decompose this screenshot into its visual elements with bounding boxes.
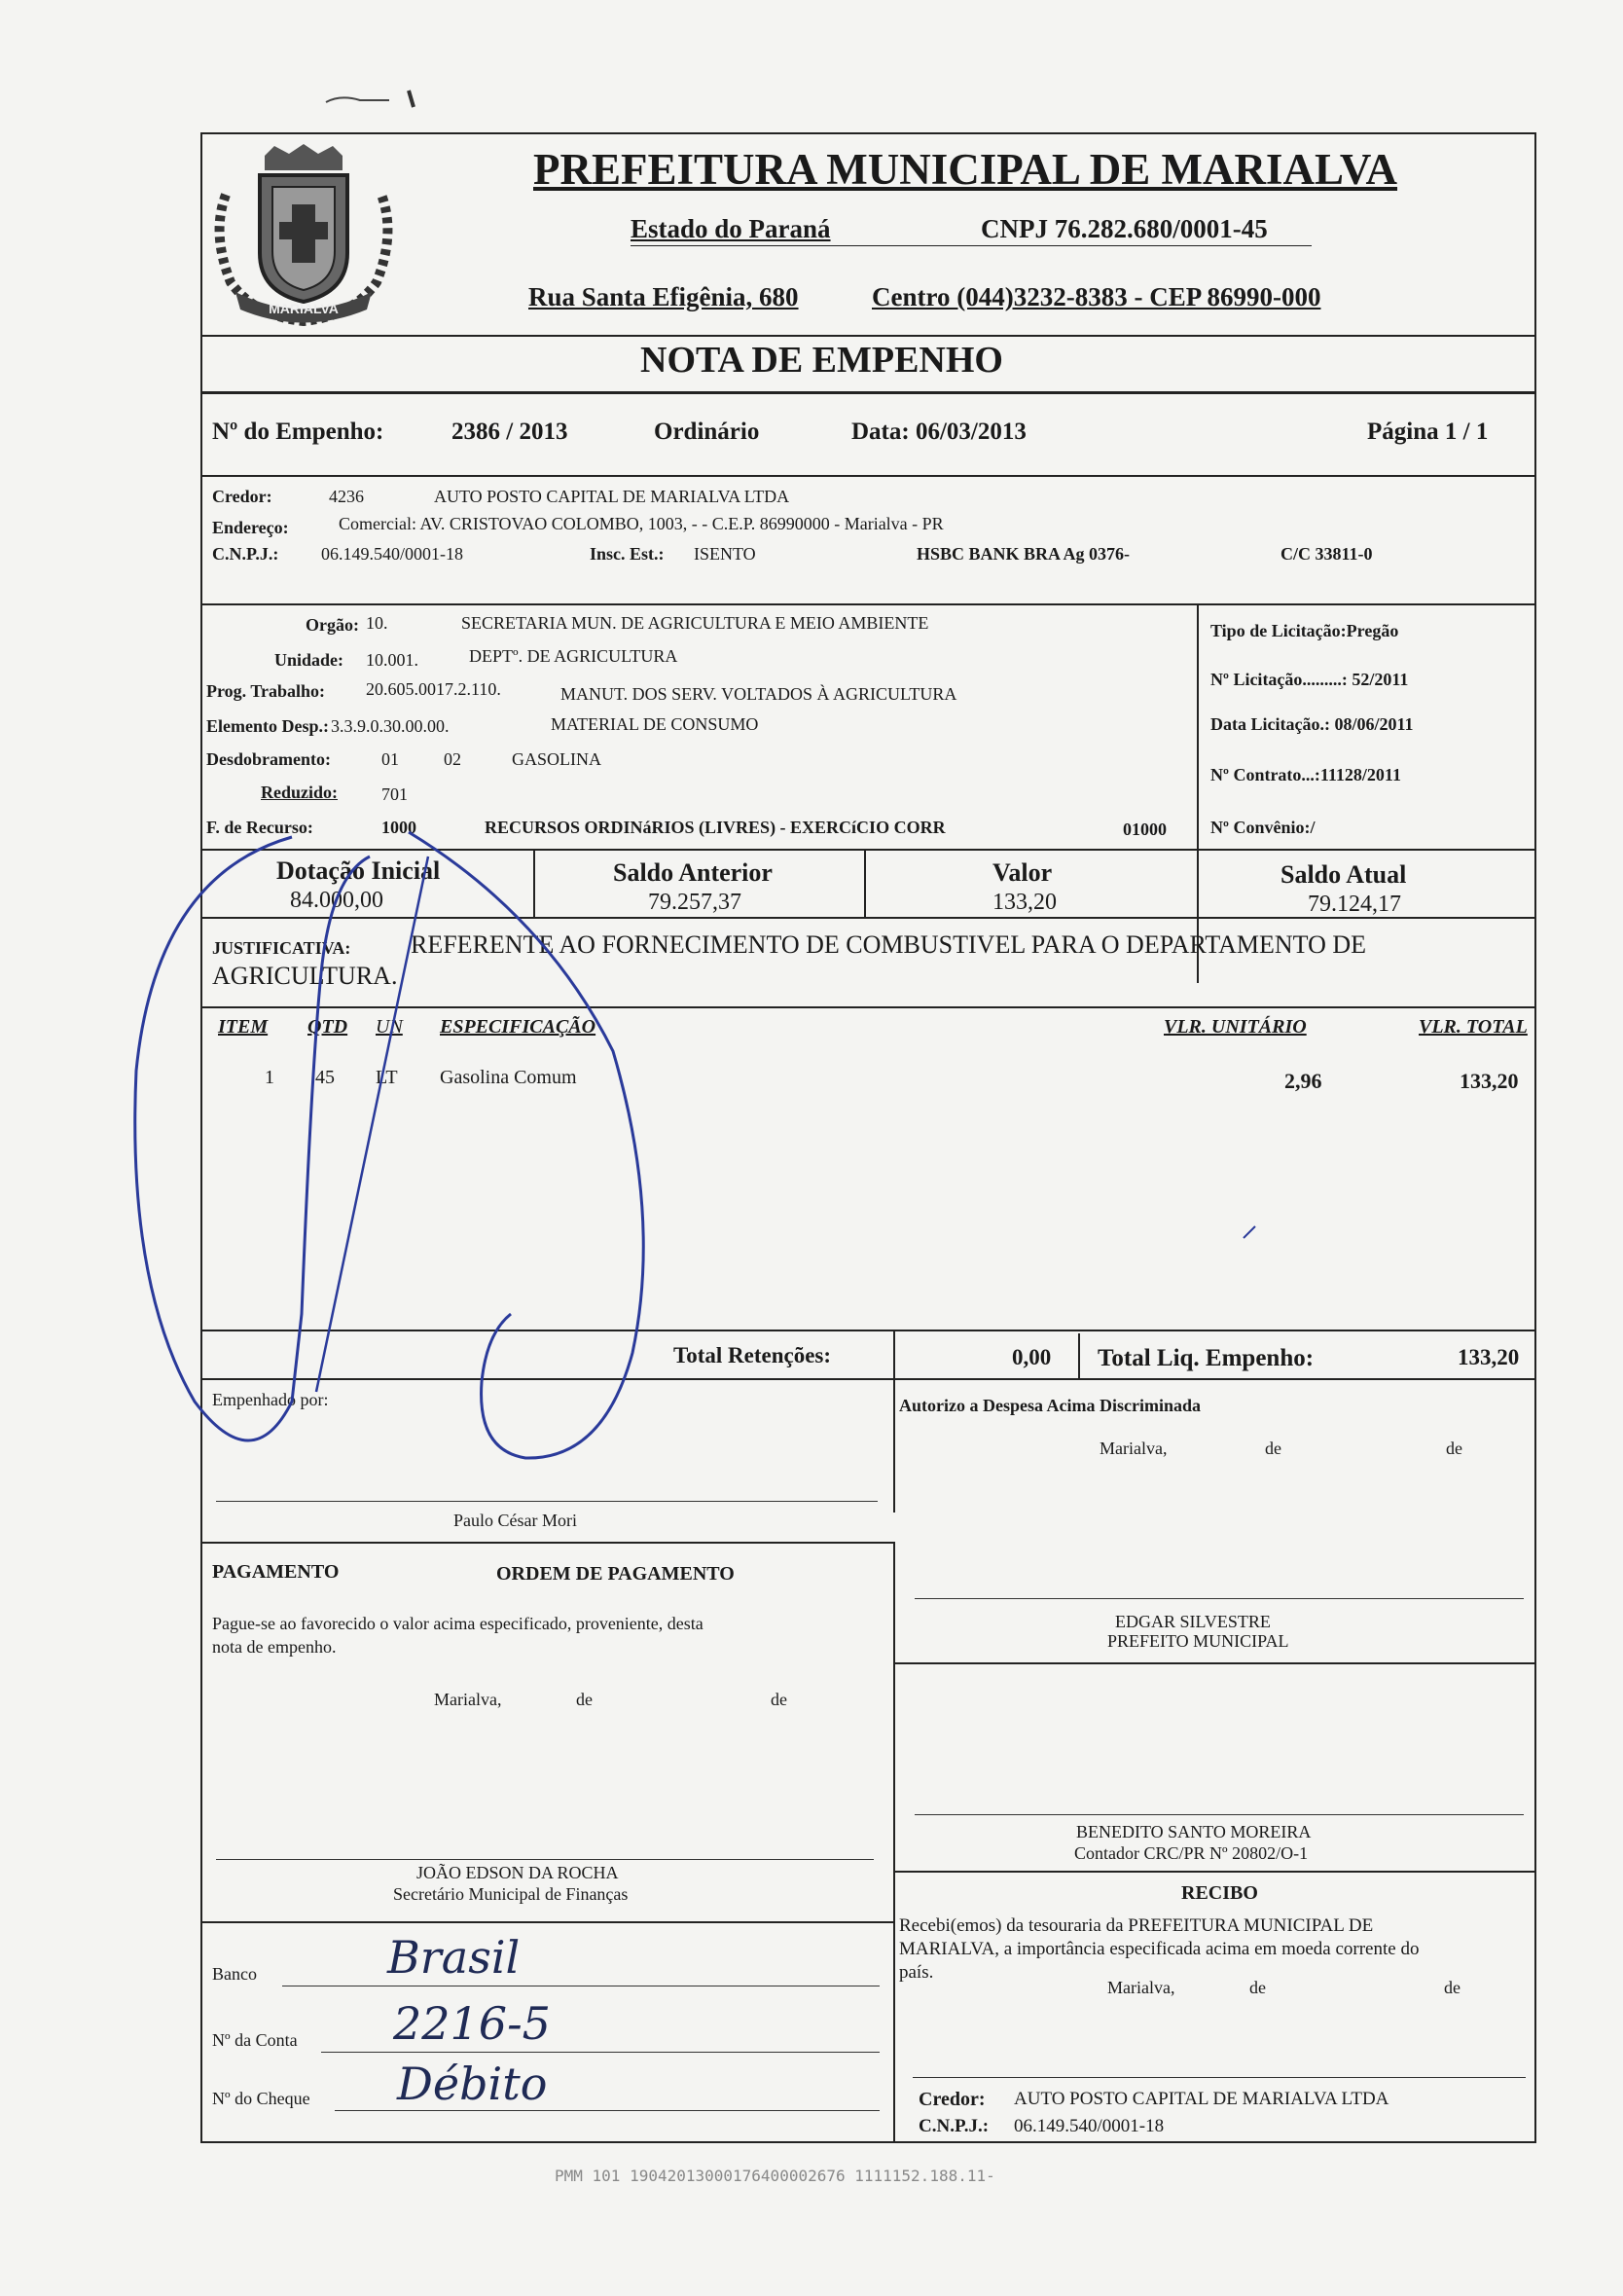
pague-date-de-2: de bbox=[771, 1690, 787, 1709]
retencoes-label: Total Retenções: bbox=[673, 1343, 832, 1367]
prefeito-signature-line bbox=[915, 1598, 1524, 1599]
licitacao-data: Data Licitação.: 08/06/2011 bbox=[1210, 714, 1414, 734]
orgao-name: SECRETARIA MUN. DE AGRICULTURA E MEIO AMBIENTE bbox=[461, 613, 929, 633]
header-divider bbox=[202, 335, 1534, 337]
licitacao-numero: Nº Licitação.........: 52/2011 bbox=[1210, 670, 1409, 689]
unidade-code: 10.001. bbox=[366, 650, 418, 670]
insc-label: Insc. Est.: bbox=[590, 544, 665, 564]
recibo-signature-line bbox=[913, 2077, 1526, 2078]
recibo-text-1: Recebi(emos) da tesouraria da PREFEITURA MUNICIPAL DE bbox=[899, 1915, 1374, 1936]
empenho-label: Nº do Empenho: bbox=[212, 419, 384, 445]
credor-bank: HSBC BANK BRA Ag 0376- bbox=[917, 544, 1131, 564]
prefeitura-title: PREFEITURA MUNICIPAL DE MARIALVA bbox=[533, 145, 1398, 194]
cnpj-underline bbox=[981, 245, 1312, 246]
reduzido-value: 701 bbox=[381, 784, 408, 804]
pague-text-1: Pague-se ao favorecido o valor acima especificado, proveniente, desta bbox=[212, 1614, 703, 1633]
pague-date-de-1: de bbox=[576, 1690, 593, 1709]
secretario-name: JOÃO EDSON DA ROCHA bbox=[416, 1863, 619, 1882]
liq-label: Total Liq. Empenho: bbox=[1098, 1345, 1315, 1371]
licitacao-contrato: Nº Contrato...:11128/2011 bbox=[1210, 765, 1401, 784]
pague-date-city: Marialva, bbox=[434, 1690, 502, 1709]
saldo-sep-1 bbox=[533, 849, 535, 917]
recibo-text-2: MARIALVA, a importância especificada acima em moeda corrente do bbox=[899, 1939, 1420, 1959]
credor-label: Credor: bbox=[212, 487, 272, 506]
endereco-label: Endereço: bbox=[212, 518, 289, 537]
unidade-name: DEPTº. DE AGRICULTURA bbox=[469, 646, 678, 666]
recibo-label: RECIBO bbox=[1181, 1882, 1258, 1904]
title-divider bbox=[202, 391, 1534, 394]
desdobramento-a: 01 bbox=[381, 749, 399, 769]
licitacao-convenio: Nº Convênio:/ bbox=[1210, 818, 1316, 837]
recibo-credor-label: Credor: bbox=[919, 2089, 986, 2110]
col-unit: VLR. UNITÁRIO bbox=[1164, 1016, 1307, 1038]
conta-line bbox=[321, 2052, 880, 2053]
pague-text-2: nota de empenho. bbox=[212, 1637, 337, 1657]
row-item: 1 bbox=[265, 1067, 274, 1088]
secretario-title: Secretário Municipal de Finanças bbox=[393, 1884, 629, 1904]
prefeitura-district-phone: Centro (044)3232-8383 - CEP 86990-000 bbox=[872, 282, 1321, 311]
empenho-date: Data: 06/03/2013 bbox=[851, 419, 1027, 445]
col-un: UN bbox=[376, 1016, 403, 1038]
elemento-code: 3.3.9.0.30.00.00. bbox=[331, 716, 450, 736]
saldo-atual-value: 79.124,17 bbox=[1308, 892, 1401, 917]
justificativa-label: JUSTIFICATIVA: bbox=[212, 938, 351, 958]
conta-handwritten: 2216-5 bbox=[393, 1997, 551, 2050]
conta-label: Nº da Conta bbox=[212, 2030, 298, 2050]
elemento-label: Elemento Desp.: bbox=[206, 716, 329, 736]
autorizo-date-de-2: de bbox=[1446, 1439, 1462, 1458]
items-divider bbox=[202, 1330, 1534, 1331]
contador-name: BENEDITO SANTO MOREIRA bbox=[1076, 1822, 1312, 1841]
row-un: LT bbox=[376, 1067, 398, 1088]
contador-divider bbox=[893, 1871, 1534, 1873]
prefeitura-address: Rua Santa Efigênia, 680 bbox=[528, 282, 799, 311]
valor-label: Valor bbox=[992, 858, 1053, 887]
saldo-atual-label: Saldo Atual bbox=[1280, 860, 1407, 889]
page-number: Página 1 / 1 bbox=[1367, 419, 1489, 445]
banco-handwritten: Brasil bbox=[387, 1931, 521, 1984]
recibo-date-de-2: de bbox=[1444, 1978, 1461, 1997]
empenho-type: Ordinário bbox=[654, 419, 760, 445]
empenho-divider bbox=[202, 475, 1534, 477]
empenhado-name: Paulo César Mori bbox=[453, 1511, 577, 1530]
col-spec: ESPECIFICAÇÃO bbox=[440, 1016, 596, 1038]
prefeitura-cnpj: CNPJ 76.282.680/0001-45 bbox=[981, 214, 1268, 243]
secretario-divider bbox=[202, 1921, 893, 1923]
recurso-num: 01000 bbox=[1123, 820, 1167, 839]
recibo-cnpj-label: C.N.P.J.: bbox=[919, 2116, 990, 2136]
orgao-code: 10. bbox=[366, 613, 388, 633]
dotacao-inicial-label: Dotação Inicial bbox=[276, 856, 441, 885]
saldos-divider bbox=[202, 917, 1534, 919]
credor-name: AUTO POSTO CAPITAL DE MARIALVA LTDA bbox=[434, 487, 790, 506]
prog-label: Prog. Trabalho: bbox=[206, 681, 326, 701]
recibo-cnpj: 06.149.540/0001-18 bbox=[1014, 2116, 1165, 2136]
scan-mark bbox=[321, 83, 428, 112]
unidade-label: Unidade: bbox=[274, 650, 344, 670]
liq-value: 133,20 bbox=[1458, 1345, 1520, 1369]
prefeito-name: EDGAR SILVESTRE bbox=[1115, 1612, 1271, 1631]
cheque-label: Nº do Cheque bbox=[212, 2089, 310, 2108]
dotacao-inicial-value: 84.000,00 bbox=[290, 888, 383, 913]
cheque-line bbox=[335, 2110, 880, 2111]
totals-sep-2 bbox=[1078, 1333, 1080, 1378]
licitacao-tipo: Tipo de Licitação:Pregão bbox=[1210, 621, 1399, 640]
prog-name: MANUT. DOS SERV. VOLTADOS À AGRICULTURA bbox=[560, 684, 957, 704]
recurso-label: F. de Recurso: bbox=[206, 818, 313, 837]
totals-sep-1 bbox=[893, 1330, 895, 1512]
justificativa-text-2: AGRICULTURA. bbox=[212, 962, 398, 990]
justificativa-divider bbox=[202, 1006, 1534, 1008]
row-qtd: 45 bbox=[315, 1067, 335, 1088]
saldo-sep-2 bbox=[864, 849, 866, 917]
dotacao-divider bbox=[202, 849, 1534, 851]
prefeito-divider bbox=[893, 1662, 1534, 1664]
cheque-handwritten: Débito bbox=[397, 2058, 548, 2110]
licitacao-divider bbox=[1197, 603, 1199, 983]
desdobramento-name: GASOLINA bbox=[512, 749, 601, 769]
prog-code: 20.605.0017.2.110. bbox=[366, 679, 501, 699]
desdobramento-b: 02 bbox=[444, 749, 461, 769]
banco-label: Banco bbox=[212, 1964, 257, 1984]
empenho-number: 2386 / 2013 bbox=[451, 419, 568, 445]
empenhado-divider bbox=[202, 1542, 893, 1544]
ordem-pagamento-label: ORDEM DE PAGAMENTO bbox=[496, 1563, 735, 1585]
recibo-text-3: país. bbox=[899, 1962, 934, 1983]
totals-divider bbox=[202, 1378, 1534, 1380]
prefeito-title: PREFEITO MUNICIPAL bbox=[1107, 1631, 1289, 1651]
row-unit: 2,96 bbox=[1284, 1069, 1322, 1093]
nota-empenho-form bbox=[200, 132, 1536, 2143]
state-name: Estado do Paraná bbox=[631, 214, 831, 243]
footer-code: PMM 101 19042013000176400002676 1111152.188.11- bbox=[555, 2167, 995, 2185]
autorizo-text: Autorizo a Despesa Acima Discriminada bbox=[899, 1396, 1201, 1415]
credor-address: Comercial: AV. CRISTOVAO COLOMBO, 1003, - - C.E.P. 86990000 - Marialva - PR bbox=[339, 514, 944, 533]
credor-divider bbox=[202, 603, 1534, 605]
recurso-code: 1000 bbox=[381, 818, 416, 837]
pagamento-label: PAGAMENTO bbox=[212, 1561, 340, 1583]
credor-insc: ISENTO bbox=[694, 544, 756, 564]
elemento-name: MATERIAL DE CONSUMO bbox=[551, 714, 759, 734]
empenhado-label: Empenhado por: bbox=[212, 1390, 329, 1409]
reduzido-label: Reduzido: bbox=[261, 783, 339, 802]
col-item: ITEM bbox=[218, 1016, 269, 1038]
retencoes-value: 0,00 bbox=[1012, 1345, 1052, 1369]
justificativa-text-1: REFERENTE AO FORNECIMENTO DE COMBUSTIVEL PARA O DEPARTAMENTO DE bbox=[411, 930, 1367, 959]
empenhado-signature-line bbox=[216, 1501, 878, 1502]
col-qtd: QTD bbox=[307, 1016, 348, 1038]
autorizo-date-city: Marialva, bbox=[1100, 1439, 1168, 1458]
credor-code: 4236 bbox=[329, 487, 364, 506]
saldo-anterior-value: 79.257,37 bbox=[648, 890, 741, 915]
saldo-anterior-label: Saldo Anterior bbox=[613, 858, 773, 887]
col-total: VLR. TOTAL bbox=[1419, 1016, 1528, 1038]
contador-title: Contador CRC/PR Nº 20802/O-1 bbox=[1074, 1843, 1309, 1863]
cnpj-label: C.N.P.J.: bbox=[212, 544, 279, 564]
recibo-date-city: Marialva, bbox=[1107, 1978, 1175, 1997]
autorizo-date-de-1: de bbox=[1265, 1439, 1281, 1458]
orgao-label: Orgão: bbox=[306, 615, 359, 635]
recibo-credor-name: AUTO POSTO CAPITAL DE MARIALVA LTDA bbox=[1014, 2089, 1389, 2109]
contador-signature-line bbox=[915, 1814, 1524, 1815]
valor-value: 133,20 bbox=[992, 890, 1057, 915]
seal-text: MARIALVA bbox=[269, 301, 339, 316]
lower-sep bbox=[893, 1542, 895, 2141]
credor-cnpj: 06.149.540/0001-18 bbox=[321, 544, 463, 564]
doc-title: NOTA DE EMPENHO bbox=[640, 340, 1003, 381]
municipal-seal-icon bbox=[206, 136, 401, 331]
credor-cc: C/C 33811-0 bbox=[1280, 544, 1373, 564]
desdobramento-label: Desdobramento: bbox=[206, 749, 331, 769]
recurso-name: RECURSOS ORDINáRIOS (LIVRES) - EXERCíCIO CORR bbox=[485, 818, 946, 837]
recibo-date-de-1: de bbox=[1249, 1978, 1266, 1997]
secretario-signature-line bbox=[216, 1859, 874, 1860]
row-spec: Gasolina Comum bbox=[440, 1067, 577, 1088]
row-total: 133,20 bbox=[1460, 1069, 1519, 1093]
